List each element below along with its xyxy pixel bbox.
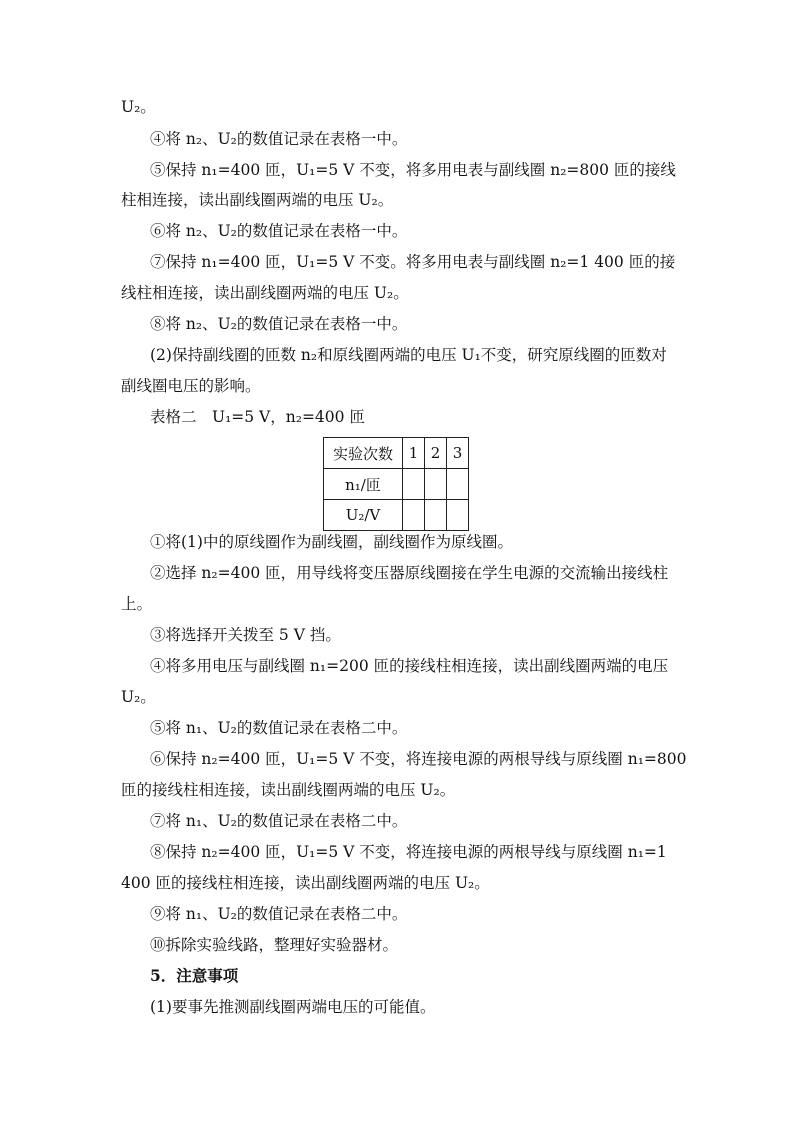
text-line: U₂。 <box>121 98 156 116</box>
table-header-cell: 1 <box>403 438 425 469</box>
text-line: ⑦保持 n₁=400 匝，U₁=5 V 不变。将多用电表与副线圈 n₂=1 400 匝的接 <box>150 253 676 271</box>
table-cell <box>425 469 447 500</box>
data-table-2 <box>323 437 469 531</box>
text-line: 上。 <box>121 595 153 613</box>
text-line: ②选择 n₂=400 匝，用导线将变压器原线圈接在学生电源的交流输出接线柱 <box>150 564 669 582</box>
text-line: ⑧保持 n₂=400 匝，U₁=5 V 不变，将连接电源的两根导线与原线圈 n₁=1 <box>150 843 667 861</box>
text-line: ⑩拆除实验线路，整理好实验器材。 <box>150 936 399 954</box>
text-line: 柱相连接，读出副线圈两端的电压 U₂。 <box>121 191 394 209</box>
table-row <box>324 469 469 500</box>
table-header-cell: 实验次数 <box>324 438 403 469</box>
table-row <box>324 500 469 531</box>
table-header-cell: 2 <box>425 438 447 469</box>
table-cell <box>447 500 469 531</box>
text-line: ④将多用电压与副线圈 n₁=200 匝的接线柱相连接，读出副线圈两端的电压 <box>150 657 669 675</box>
row-label: U₂/V <box>324 500 403 531</box>
table-header-cell: 3 <box>447 438 469 469</box>
row-label: n₁/匝 <box>324 469 403 500</box>
text-line: (2)保持副线圈的匝数 n₂和原线圈两端的电压 U₁不变，研究原线圈的匝数对 <box>150 346 667 364</box>
text-line: ④将 n₂、U₂的数值记录在表格一中。 <box>150 130 408 148</box>
text-line: ③将选择开关拨至 5 V 挡。 <box>150 626 341 644</box>
text-line: ⑥保持 n₂=400 匝，U₁=5 V 不变，将连接电源的两根导线与原线圈 n₁=800 <box>150 750 687 768</box>
text-line: 400 匝的接线柱相连接，读出副线圈两端的电压 U₂。 <box>121 874 490 892</box>
table-cell <box>403 469 425 500</box>
text-line: ⑥将 n₂、U₂的数值记录在表格一中。 <box>150 222 408 240</box>
text-line: ⑤保持 n₁=400 匝，U₁=5 V 不变，将多用电表与副线圈 n₂=800 匝的接线 <box>150 161 676 179</box>
text-line: 匝的接线柱相连接，读出副线圈两端的电压 U₂。 <box>121 781 456 799</box>
text-line: U₂。 <box>121 688 156 706</box>
text-line: ⑨将 n₁、U₂的数值记录在表格二中。 <box>150 905 408 923</box>
text-line: ⑤将 n₁、U₂的数值记录在表格二中。 <box>150 719 408 737</box>
section-heading: 5．注意事项 <box>150 966 239 985</box>
text-line: ⑦将 n₁、U₂的数值记录在表格二中。 <box>150 812 408 830</box>
table-cell <box>447 469 469 500</box>
text-line: 线柱相连接，读出副线圈两端的电压 U₂。 <box>121 284 409 302</box>
table-cell <box>403 500 425 531</box>
text-line: (1)要事先推测副线圈两端电压的可能值。 <box>150 998 436 1016</box>
text-line: 副线圈电压的影响。 <box>121 377 261 395</box>
table-header-row <box>324 438 469 469</box>
text-line: ⑧将 n₂、U₂的数值记录在表格一中。 <box>150 315 408 333</box>
text-line: ①将(1)中的原线圈作为副线圈，副线圈作为原线圈。 <box>150 533 513 551</box>
table-cell <box>425 500 447 531</box>
table-caption: 表格二 U₁=5 V，n₂=400 匝 <box>150 408 365 426</box>
